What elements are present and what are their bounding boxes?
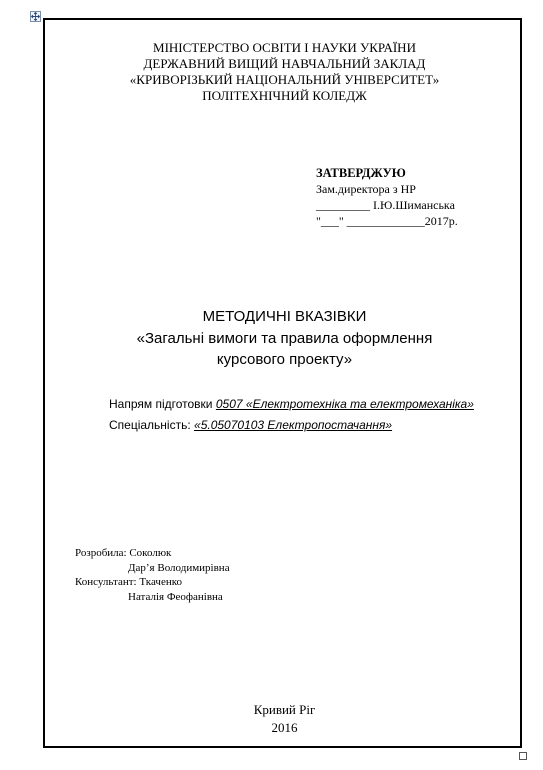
institution-header [45, 40, 524, 104]
footer-year: 2016 [271, 720, 298, 735]
approval-title: ЗАТВЕРДЖУЮ [316, 166, 406, 180]
specialty-value: «5.05070103 Електропостачання» [194, 418, 393, 432]
header-line-college: ПОЛІТЕХНІЧНИЙ КОЛЕДЖ [202, 88, 367, 103]
approval-signature-line: _________ І.Ю.Шиманська [316, 198, 455, 212]
approval-position: Зам.директора з НР [316, 182, 416, 196]
header-line-ministry: МІНІСТЕРСТВО ОСВІТИ І НАУКИ УКРАЇНИ [153, 40, 416, 55]
direction-row [109, 396, 474, 412]
document-title: МЕТОДИЧНІ ВКАЗІВКИ [202, 308, 367, 325]
direction-value: 0507 «Електротехніка та електромеханіка» [215, 397, 474, 411]
header-line-university: «КРИВОРІЗЬКИЙ НАЦІОНАЛЬНИЙ УНІВЕРСИТЕТ» [129, 72, 440, 87]
footer-block [45, 701, 524, 737]
footer-city: Кривий Ріг [253, 702, 316, 717]
authors-block [75, 546, 230, 604]
page-border-frame [43, 18, 522, 748]
document-subtitle-line-2: курсового проекту» [216, 351, 353, 368]
document-subtitle-line-1: «Загальні вимоги та правила оформлення [136, 330, 433, 347]
specialty-row [109, 417, 392, 433]
direction-label: Напрям підготовки [109, 397, 216, 411]
consultant-label: Консультант: Ткаченко [75, 576, 182, 588]
approval-block [316, 165, 458, 229]
table-resize-icon[interactable] [519, 752, 527, 760]
header-line-institution-type: ДЕРЖАВНИЙ ВИЩИЙ НАВЧАЛЬНИЙ ЗАКЛАД [143, 56, 426, 71]
document-subtitle [45, 328, 524, 370]
consultant-name: Наталія Феофанівна [128, 590, 223, 603]
developer-name: Дар’я Володимирівна [128, 561, 230, 574]
table-move-icon[interactable] [30, 11, 41, 22]
developer-label: Розробила: Соколюк [75, 547, 172, 559]
specialty-label: Спеціальність: [109, 418, 195, 432]
approval-date-line: "___" _____________2017р. [316, 214, 458, 228]
